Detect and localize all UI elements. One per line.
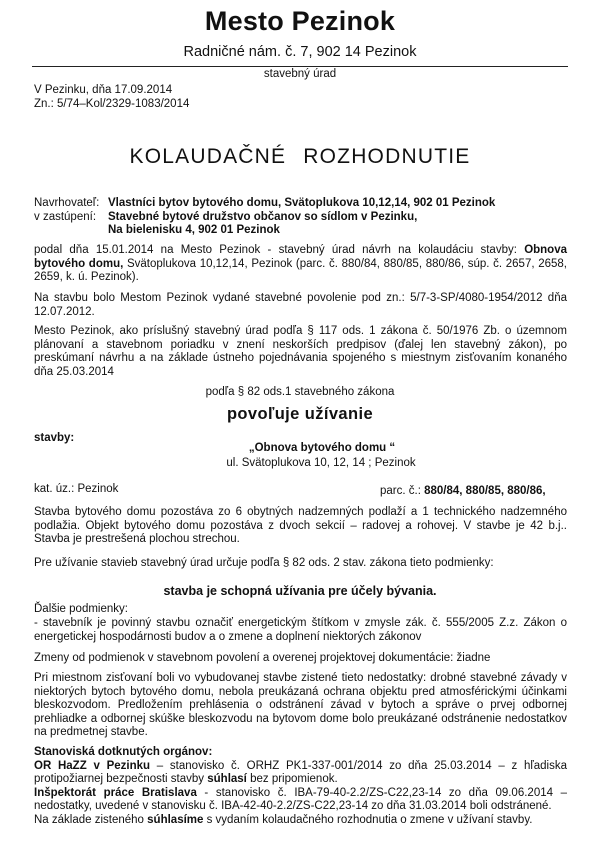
proxy-line-1: Stavebné bytové družstvo občanov so sídlom v Pezinku, [108,211,418,223]
header-address: Radničné nám. č. 7, 902 14 Pezinok [183,44,417,60]
paragraph-description: Stavba bytového domu pozostáva zo 6 obytných nadzemných podlaží a 1 technického nadzemného podlažia. Objekt bytového domu pozostáva z dvoch sekcií – radovej a rohovej. V stavbe je 42 b.j.. Stavba je prestrešená plochou strechou. [34,506,567,546]
or-hazz-text: – stanovisko č. ORHZ PK1-337-001/2014 zo dňa 25.03.2014 – z hľadiska protipožiarnej bezpečnosti stavby [34,759,567,786]
header-divider [32,66,568,67]
p1-text-c: Svätoplukova 10,12,14, Pezinok (parc. č. 880/84, 880/85, 880/86, súp. č. 2657, 2658, 2659, k. ú. Pezinok). [34,257,567,284]
or-hazz-agree: súhlasí [207,773,247,786]
reference-number: Zn.: 5/74–Kol/2329-1083/2014 [34,97,190,110]
document-meta [34,84,189,111]
paragraph-building-permit: Na stavbu bolo Mestom Pezinok vydané stavebné povolenie pod zn.: 5/7-3-SP/4080-1954/2012 dňa 12.07.2012. [34,292,567,318]
fitness-statement: stavba je schopná užívania pre účely bývania. [163,584,437,598]
stavby-address: ul. Svätoplukova 10, 12, 14 ; Pezinok [226,457,416,469]
paragraph-findings: Pri miestnom zisťovaní boli vo vybudovanej stavbe zistené tieto nedostatky: drobné stavebné závady v niektorých bytoch bytového domu, nebola preukázaná ochrana objektu pred atmosférickými účinkami bleskozvodom. Predložením prehlásenia o odstránení závad v bytoch a správe o prvej odbornej prehliadke a odbornej skúške bleskozvodu na bytovom dome bolo preukázané odstránenie nedostatkov na predmetnej stavbe. [34,672,567,739]
place-date: V Pezinku, dňa 17.09.2014 [34,84,173,96]
final-agree: súhlasíme [147,813,204,826]
paragraph-application [34,244,567,285]
p1-text-a: podal dňa 15.01.2014 na Mesto Pezinok - stavebný úrad návrh na kolaudáciu stavby: [34,244,525,256]
proxy-label: v zastúpení: [34,211,97,223]
stavby-name: „Obnova bytového domu “ [248,442,396,454]
or-hazz-name: OR HaZZ v Pezinku [34,759,151,772]
parcel-numbers [380,485,546,497]
paragraph-conditions-intro: Pre užívanie stavieb stavebný úrad určuje podľa § 82 ods. 2 stav. zákona tieto podmienky: [34,557,494,569]
applicant-label: Navrhovateľ: [34,197,100,209]
document-header-title: Mesto Pezinok [204,6,396,36]
header-office: stavebný úrad [263,68,337,80]
cadastral-area: kat. úz.: Pezinok [34,483,119,495]
decision-legal-basis: podľa § 82 ods.1 stavebného zákona [205,386,395,398]
paragraph-changes: Zmeny od podmienok v stavebnom povolení a overenej projektovej dokumentácie: žiadne [34,652,491,664]
opinions-heading-text: Stanoviská dotknutých orgánov: [34,746,213,758]
opinion-labour-inspectorate [34,787,567,814]
applicant-value: Vlastníci bytov bytového domu, Svätoplukova 10,12,14, 902 01 Pezinok [108,197,496,209]
document-heading: KOLAUDAČNÉ ROZHODNUTIE [129,145,471,168]
parcel-label: parc. č.: [380,485,425,497]
inspectorate-name: Inšpektorát práce Bratislava [34,786,197,799]
opinions-heading [34,746,567,760]
decision-verdict: povoľuje užívanie [226,405,374,423]
or-hazz-end: bez pripomienok. [246,773,338,786]
final-text-a: Na základe zisteného [34,813,148,826]
opinion-final [34,814,567,828]
opinions-section [34,746,567,828]
further-conditions-heading: Ďalšie podmienky: [34,603,128,615]
p1-bold: Obnova bytového domu, [34,244,567,270]
paragraph-authority: Mesto Pezinok, ako príslušný stavebný úrad podľa § 117 ods. 1 zákona č. 50/1976 Zb. o územnom plánovaní a stavebnom poriadku v znení neskorších predpisov (ďalej len stavebný zákon), po preskúmaní návrhu a na základe ústneho pojednávania spojeného s miestnym zisťovaním konaného dňa 25.03.2014 [34,325,567,378]
further-condition-item: - stavebník je povinný stavbu označiť energetickým štítkom v zmysle zák. č. 555/2005 Z.z. Zákon o energetickej hospodárnosti budov a o zmene a doplnení niektorých zákonov [34,617,567,643]
stavby-label: stavby: [34,432,75,444]
parcel-values: 880/84, 880/85, 880/86, [424,485,546,497]
final-text-b: s vydaním kolaudačného rozhodnutia o zmene v užívaní stavby. [203,813,533,826]
inspectorate-text: - stanovisko č. IBA-79-40-2.2/ZS-C22,23-14 zo dňa 09.06.2014 – nedostatky, uvedené v stanovisku č. IBA-42-40-2.2/ZS-C22,23-14 zo dňa 31.03.2014 boli odstránené. [34,786,567,813]
proxy-line-2: Na bielenisku 4, 902 01 Pezinok [108,224,280,236]
opinion-or-hazz [34,760,567,787]
